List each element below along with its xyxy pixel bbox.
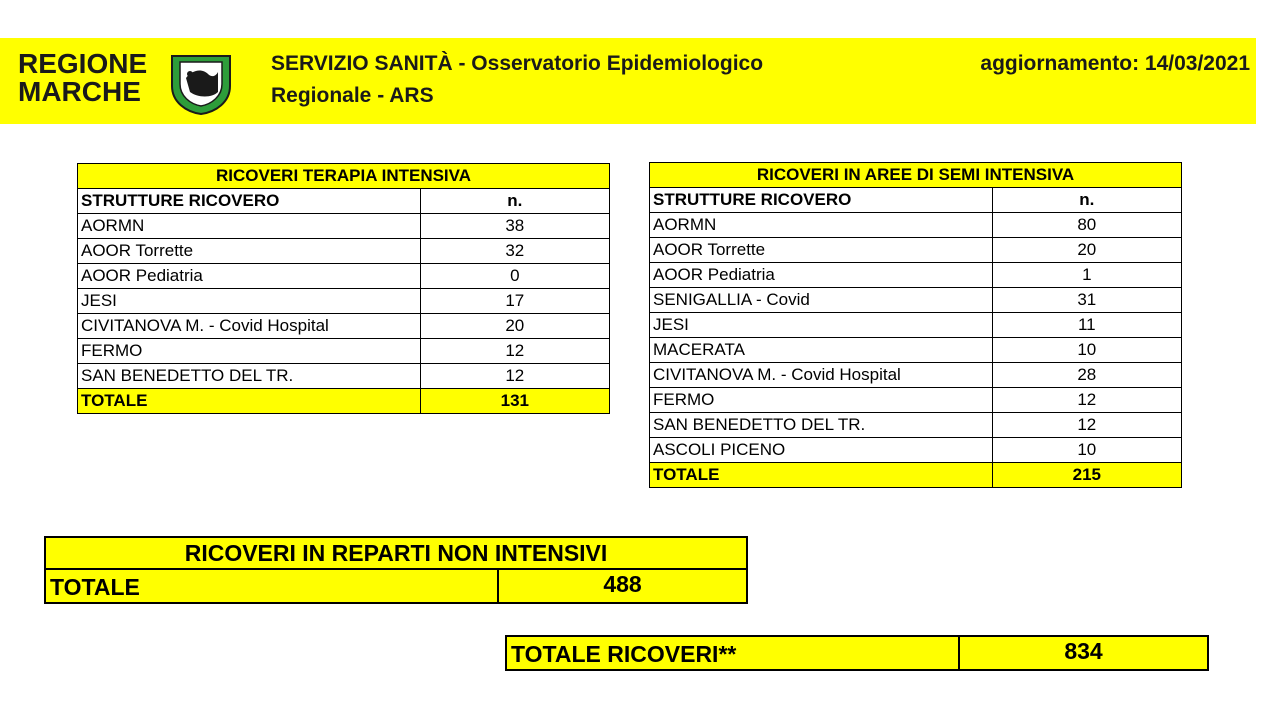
structure-count: 12 — [992, 388, 1181, 413]
structure-name: AOOR Torrette — [650, 238, 993, 263]
structure-count: 11 — [992, 313, 1181, 338]
structure-count: 32 — [420, 239, 609, 264]
table-row — [650, 288, 1182, 313]
non-intensive-box — [44, 536, 748, 604]
column-header-structure: STRUTTURE RICOVERO — [650, 188, 993, 213]
structure-name: SAN BENEDETTO DEL TR. — [78, 364, 421, 389]
structure-name: CIVITANOVA M. - Covid Hospital — [650, 363, 993, 388]
total-row — [78, 389, 610, 414]
total-row — [650, 463, 1182, 488]
structure-count: 28 — [992, 363, 1181, 388]
table-row — [650, 213, 1182, 238]
table-row — [650, 238, 1182, 263]
table-row — [78, 289, 610, 314]
structure-count: 31 — [992, 288, 1181, 313]
structure-count: 10 — [992, 338, 1181, 363]
table-row — [78, 239, 610, 264]
structure-name: JESI — [78, 289, 421, 314]
table-title-row — [650, 163, 1182, 188]
structure-count: 1 — [992, 263, 1181, 288]
structure-count: 38 — [420, 214, 609, 239]
logo-line-1: REGIONE — [18, 48, 148, 79]
table-row — [78, 339, 610, 364]
structure-count: 17 — [420, 289, 609, 314]
structure-name: FERMO — [78, 339, 421, 364]
structure-name: MACERATA — [650, 338, 993, 363]
structure-name: CIVITANOVA M. - Covid Hospital — [78, 314, 421, 339]
total-label: TOTALE — [78, 389, 421, 414]
grand-total-box — [505, 635, 1209, 671]
structure-count: 20 — [992, 238, 1181, 263]
table-row — [78, 214, 610, 239]
non-intensive-total-row — [46, 570, 746, 602]
table-row — [78, 264, 610, 289]
table-row — [78, 314, 610, 339]
structure-count: 0 — [420, 264, 609, 289]
structure-name: FERMO — [650, 388, 993, 413]
table-row — [650, 263, 1182, 288]
table-header-row — [650, 188, 1182, 213]
non-intensive-total-label: TOTALE — [46, 570, 499, 602]
structure-name: ASCOLI PICENO — [650, 438, 993, 463]
structure-name: AORMN — [78, 214, 421, 239]
total-value: 215 — [992, 463, 1181, 488]
header-band — [0, 38, 1256, 124]
table-row — [650, 438, 1182, 463]
intensive-care-table — [77, 163, 610, 414]
grand-total-label: TOTALE RICOVERI** — [507, 637, 960, 669]
structure-count: 12 — [992, 413, 1181, 438]
coat-of-arms-icon — [168, 52, 234, 116]
structure-count: 10 — [992, 438, 1181, 463]
non-intensive-title: RICOVERI IN REPARTI NON INTENSIVI — [46, 538, 746, 570]
structure-name: AOOR Torrette — [78, 239, 421, 264]
table-header-row — [78, 189, 610, 214]
table-row — [650, 363, 1182, 388]
semi-intensive-table — [649, 162, 1182, 488]
total-value: 131 — [420, 389, 609, 414]
header-title-line-1: SERVIZIO SANITÀ - Osservatorio Epidemiologico — [271, 52, 764, 75]
table-row — [650, 338, 1182, 363]
structure-name: AOOR Pediatria — [78, 264, 421, 289]
structure-count: 12 — [420, 364, 609, 389]
header-title-line-2: Regionale - ARS — [271, 84, 434, 107]
total-label: TOTALE — [650, 463, 993, 488]
column-header-structure: STRUTTURE RICOVERO — [78, 189, 421, 214]
table-row — [650, 388, 1182, 413]
regione-marche-logo — [18, 50, 243, 114]
non-intensive-total-value: 488 — [499, 570, 746, 602]
grand-total-row — [507, 637, 1207, 669]
table-title: RICOVERI IN AREE DI SEMI INTENSIVA — [650, 163, 1182, 188]
grand-total-value: 834 — [960, 637, 1207, 669]
table-title-row — [78, 164, 610, 189]
table-title: RICOVERI TERAPIA INTENSIVA — [78, 164, 610, 189]
structure-count: 80 — [992, 213, 1181, 238]
structure-count: 20 — [420, 314, 609, 339]
logo-line-2: MARCHE — [18, 76, 141, 107]
structure-name: SENIGALLIA - Covid — [650, 288, 993, 313]
header-title — [271, 48, 763, 112]
structure-count: 12 — [420, 339, 609, 364]
table-row — [78, 364, 610, 389]
column-header-count: n. — [992, 188, 1181, 213]
structure-name: AORMN — [650, 213, 993, 238]
table-row — [650, 413, 1182, 438]
logo-wordmark — [18, 50, 147, 106]
structure-name: JESI — [650, 313, 993, 338]
table-row — [650, 313, 1182, 338]
update-date: aggiornamento: 14/03/2021 — [980, 52, 1250, 75]
column-header-count: n. — [420, 189, 609, 214]
structure-name: SAN BENEDETTO DEL TR. — [650, 413, 993, 438]
structure-name: AOOR Pediatria — [650, 263, 993, 288]
